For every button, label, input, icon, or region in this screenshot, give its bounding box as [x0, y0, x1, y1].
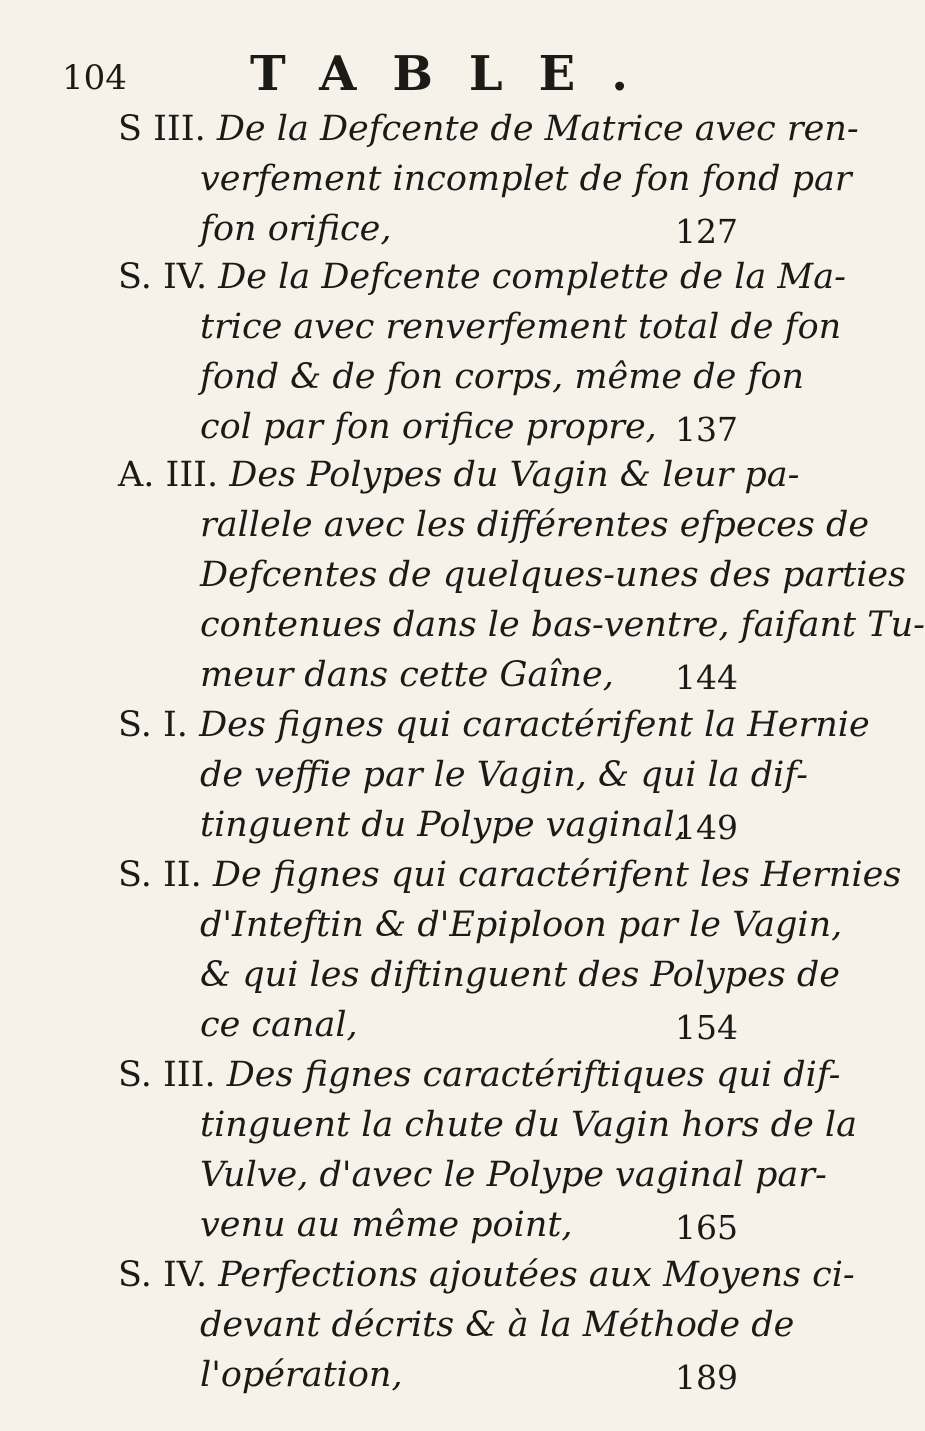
- entry-page-number: 127: [675, 212, 738, 251]
- entry-line: d'Inteftin & d'Epiploon par le Vagin,: [200, 905, 843, 945]
- entry-page-number: 149: [675, 808, 738, 847]
- entry-lead: S. II.: [118, 855, 202, 895]
- entry-page-number: 165: [675, 1208, 738, 1247]
- entry-page-number: 137: [675, 410, 738, 449]
- entry-line: tinguent du Polype vaginal,: [200, 805, 686, 845]
- entry-line: & qui les diftinguent des Polypes de: [200, 955, 840, 995]
- entry-page-number: 144: [675, 658, 738, 697]
- entry-page-number: 189: [675, 1358, 738, 1397]
- page-header: [62, 46, 762, 106]
- entry-line: tinguent la chute du Vagin hors de la: [200, 1105, 857, 1145]
- entry-line: l'opération,: [200, 1355, 403, 1395]
- entry-lead: S III.: [118, 109, 206, 149]
- entry-line: De fignes qui caractérifent les Hernies: [212, 855, 902, 895]
- entry-lead: A. III.: [118, 455, 219, 495]
- entry-line: Defcentes de quelques-unes des parties: [200, 555, 907, 595]
- entry-line: col par fon orifice propre,: [200, 407, 657, 447]
- entry-line: rallele avec les différentes efpeces de: [200, 505, 870, 545]
- entry-line: Des fignes qui caractérifent la Hernie: [199, 705, 870, 745]
- entry-line: ce canal,: [200, 1005, 358, 1045]
- entry-line: trice avec renverfement total de fon: [200, 307, 842, 347]
- page-number: 104: [62, 58, 127, 98]
- entry-line: fon orifice,: [200, 209, 392, 249]
- entry-line: venu au même point,: [200, 1205, 573, 1245]
- entry-line: de veffie par le Vagin, & qui la dif-: [200, 755, 808, 795]
- entry-line: Perfections ajoutées aux Moyens ci-: [218, 1255, 855, 1295]
- entry-line: contenues dans le bas-ventre, faifant Tu-: [200, 605, 925, 645]
- entry-line: Des Polypes du Vagin & leur pa-: [229, 455, 800, 495]
- entry-line: Vulve, d'avec le Polype vaginal par-: [200, 1155, 827, 1195]
- entry-line: De la Defcente de Matrice avec ren-: [216, 109, 859, 149]
- entry-lead: S. III.: [118, 1055, 216, 1095]
- entry-page-number: 154: [675, 1008, 738, 1047]
- entry-line: fond & de fon corps, même de fon: [200, 357, 805, 397]
- entry-lead: S. IV.: [118, 257, 208, 297]
- entry-lead: S. I.: [118, 705, 188, 745]
- entry-line: devant décrits & à la Méthode de: [200, 1305, 795, 1345]
- entry-line: Des fignes caractériftiques qui dif-: [226, 1055, 841, 1095]
- entry-line: De la Defcente complette de la Ma-: [218, 257, 846, 297]
- entry-line: meur dans cette Gaîne,: [200, 655, 614, 695]
- entry-lead: S. IV.: [118, 1255, 208, 1295]
- entry-line: verfement incomplet de fon fond par: [200, 159, 852, 199]
- page-title: TABLE.: [250, 46, 664, 102]
